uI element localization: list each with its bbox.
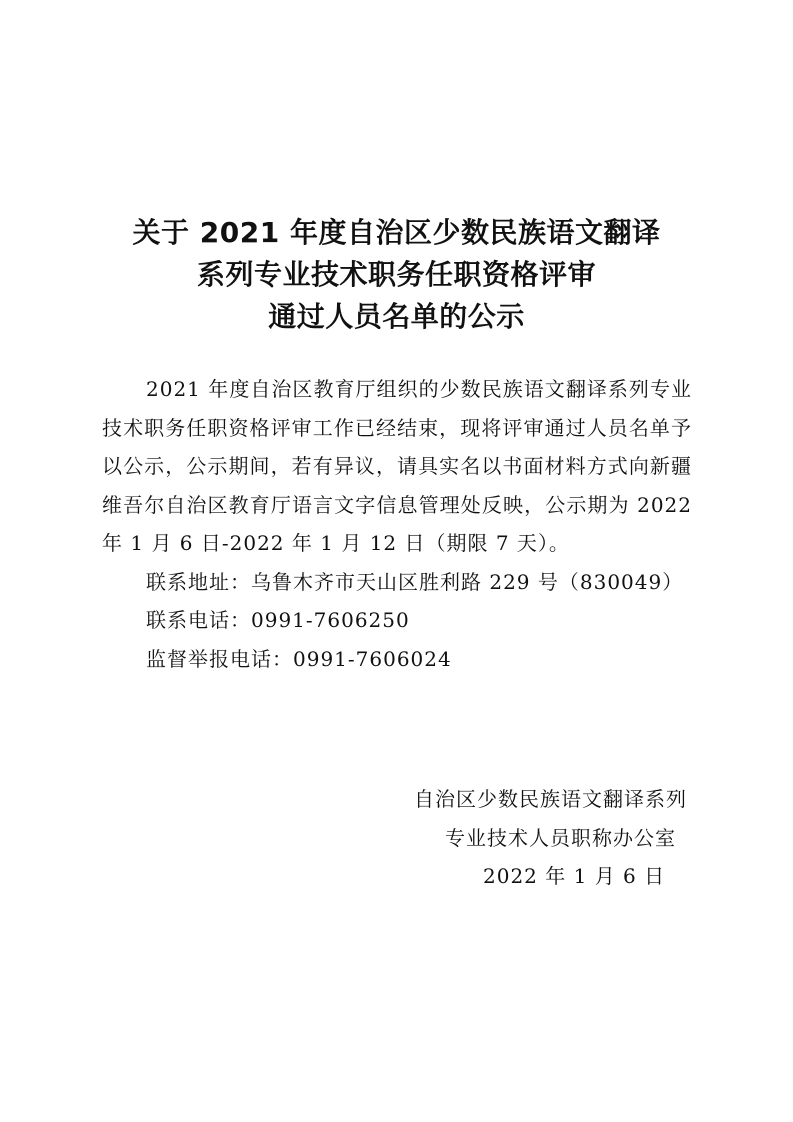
title-line-1: 关于 2021 年度自治区少数民族语文翻译: [132, 216, 661, 249]
signature-org-line-2: 专业技术人员职称办公室: [445, 825, 676, 850]
contact-phone: 联系电话：0991-7606250: [146, 608, 410, 632]
signature-block: [380, 780, 720, 896]
document-body: [102, 370, 692, 678]
announcement-paragraph: 2021 年度自治区教育厅组织的少数民族语文翻译系列专业技术职务任职资格评审工作已经结束，现将评审通过人员名单予以公示，公示期间，若有异议，请具实名以书面材料方式向新疆维吾尔自治区教育厅语言文字信息管理处反映，公示期为 2022 年 1 月 6 日-2022 年 1 月 12 日（期限 7 天）。: [102, 377, 692, 555]
report-phone: 监督举报电话：0991-7606024: [146, 646, 452, 671]
contact-address: 联系地址：乌鲁木齐市天山区胜利路 229 号（830049）: [146, 569, 684, 594]
signature-date: 2022 年 1 月 6 日: [483, 864, 666, 888]
signature-org-line-1: 自治区少数民族语文翻译系列: [414, 787, 687, 811]
title-line-3: 通过人员名单的公示: [268, 300, 525, 333]
document-title: [0, 212, 793, 338]
title-line-2: 系列专业技术职务任职资格评审: [196, 258, 596, 291]
